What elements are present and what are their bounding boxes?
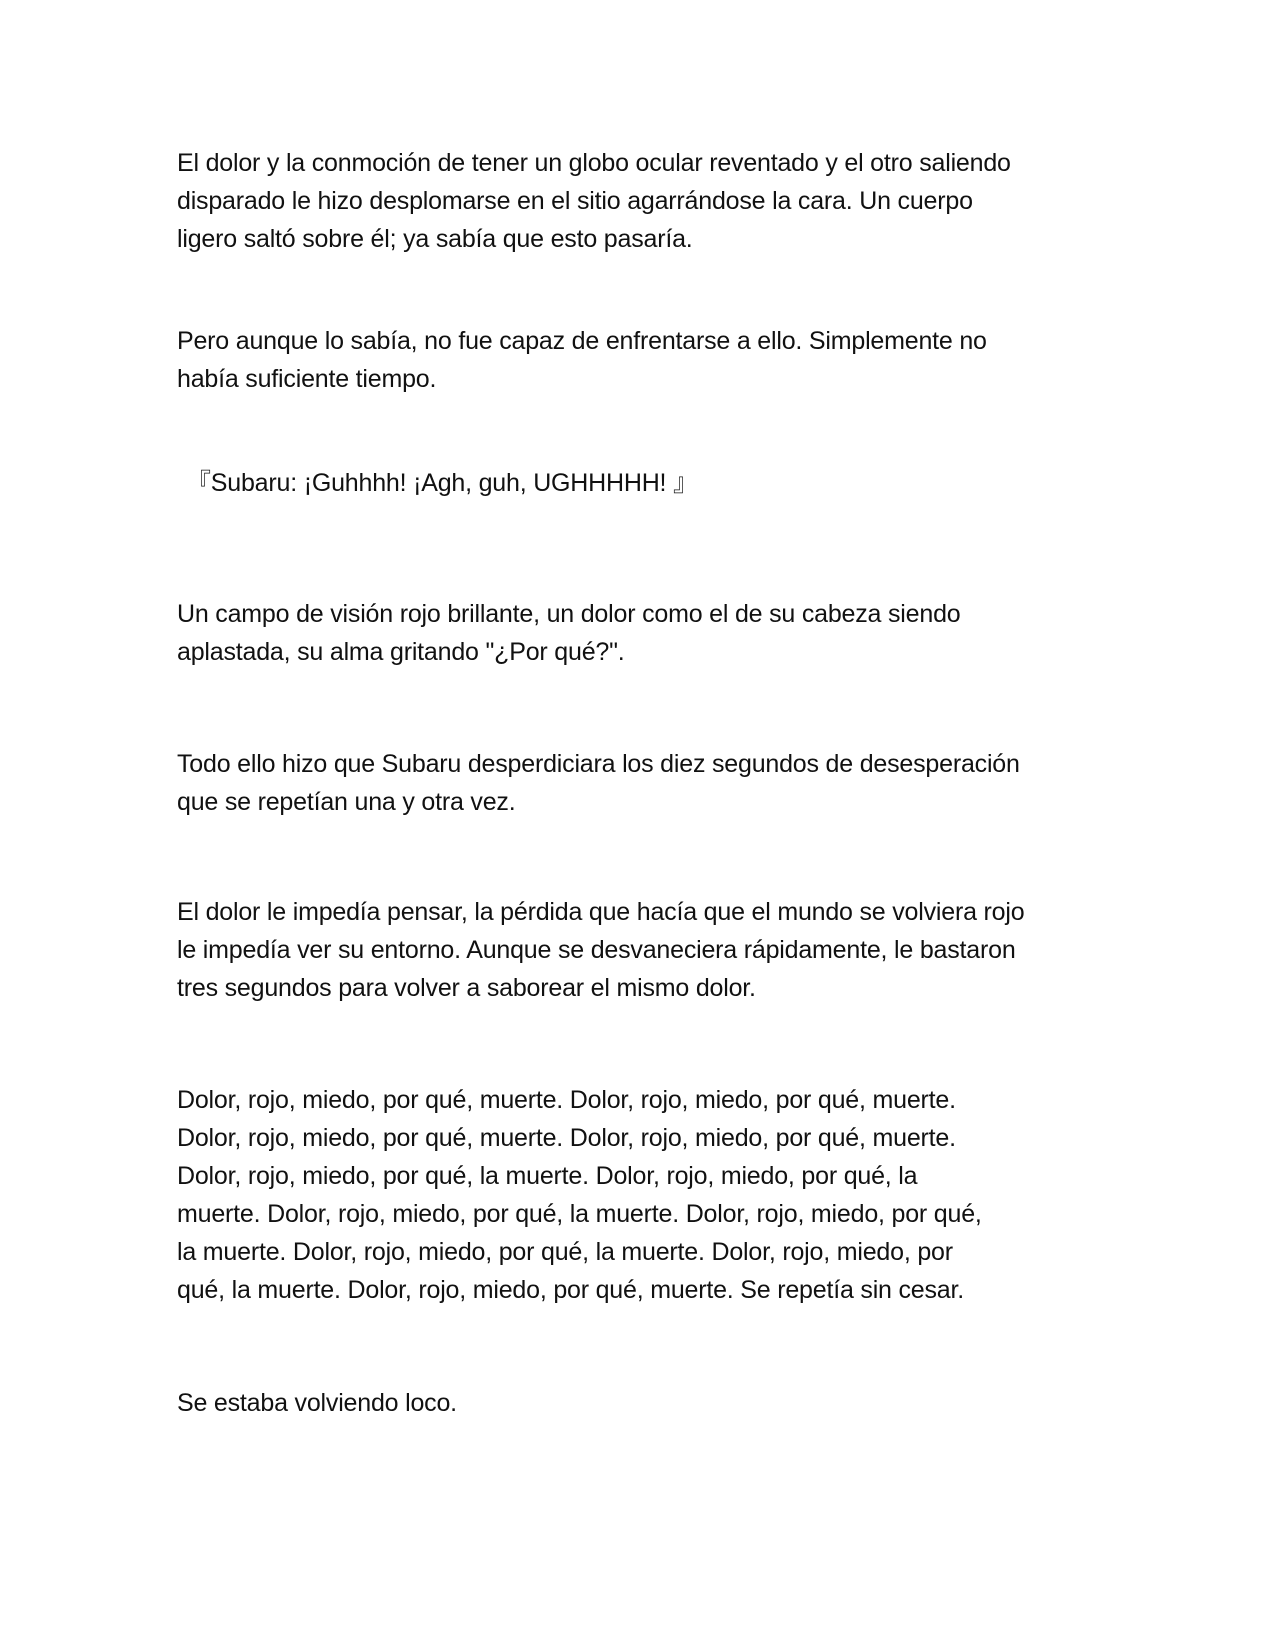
dialogue-line bbox=[186, 464, 1126, 502]
paragraph-2 bbox=[177, 322, 1117, 398]
text-line: Dolor, rojo, miedo, por qué, muerte. Dolor, rojo, miedo, por qué, muerte. bbox=[177, 1124, 956, 1152]
text-line: tres segundos para volver a saborear el mismo dolor. bbox=[177, 974, 756, 1002]
text-line: disparado le hizo desplomarse en el sitio agarrándose la cara. Un cuerpo bbox=[177, 187, 973, 215]
text-line: Un campo de visión rojo brillante, un dolor como el de su cabeza siendo bbox=[177, 600, 961, 628]
paragraph-7 bbox=[177, 1384, 1117, 1422]
paragraph-1 bbox=[177, 144, 1117, 258]
text-line: Todo ello hizo que Subaru desperdiciara los diez segundos de desesperación bbox=[177, 750, 1020, 778]
text-line: Dolor, rojo, miedo, por qué, muerte. Dolor, rojo, miedo, por qué, muerte. bbox=[177, 1086, 956, 1114]
text-line: Pero aunque lo sabía, no fue capaz de enfrentarse a ello. Simplemente no bbox=[177, 327, 987, 355]
text-line: muerte. Dolor, rojo, miedo, por qué, la muerte. Dolor, rojo, miedo, por qué, bbox=[177, 1200, 982, 1228]
paragraph-5 bbox=[177, 893, 1117, 1007]
paragraph-4 bbox=[177, 745, 1117, 821]
paragraph-6 bbox=[177, 1081, 1117, 1309]
text-line: que se repetían una y otra vez. bbox=[177, 788, 516, 816]
text-line: Se estaba volviendo loco. bbox=[177, 1389, 457, 1417]
text-line: Dolor, rojo, miedo, por qué, la muerte. Dolor, rojo, miedo, por qué, la bbox=[177, 1162, 918, 1190]
text-line: ligero saltó sobre él; ya sabía que esto pasaría. bbox=[177, 225, 693, 253]
text-line: le impedía ver su entorno. Aunque se desvaneciera rápidamente, le bastaron bbox=[177, 936, 1016, 964]
text-line: había suficiente tiempo. bbox=[177, 365, 437, 393]
text-line: 『Subaru: ¡Guhhhh! ¡Agh, guh, UGHHHHH! 』 bbox=[186, 469, 698, 497]
text-line: El dolor y la conmoción de tener un globo ocular reventado y el otro saliendo bbox=[177, 149, 1011, 177]
text-line: la muerte. Dolor, rojo, miedo, por qué, la muerte. Dolor, rojo, miedo, por bbox=[177, 1238, 953, 1266]
paragraph-3 bbox=[177, 595, 1117, 671]
text-line: aplastada, su alma gritando "¿Por qué?". bbox=[177, 638, 625, 666]
text-line: El dolor le impedía pensar, la pérdida que hacía que el mundo se volviera rojo bbox=[177, 898, 1025, 926]
text-line: qué, la muerte. Dolor, rojo, miedo, por qué, muerte. Se repetía sin cesar. bbox=[177, 1276, 965, 1304]
